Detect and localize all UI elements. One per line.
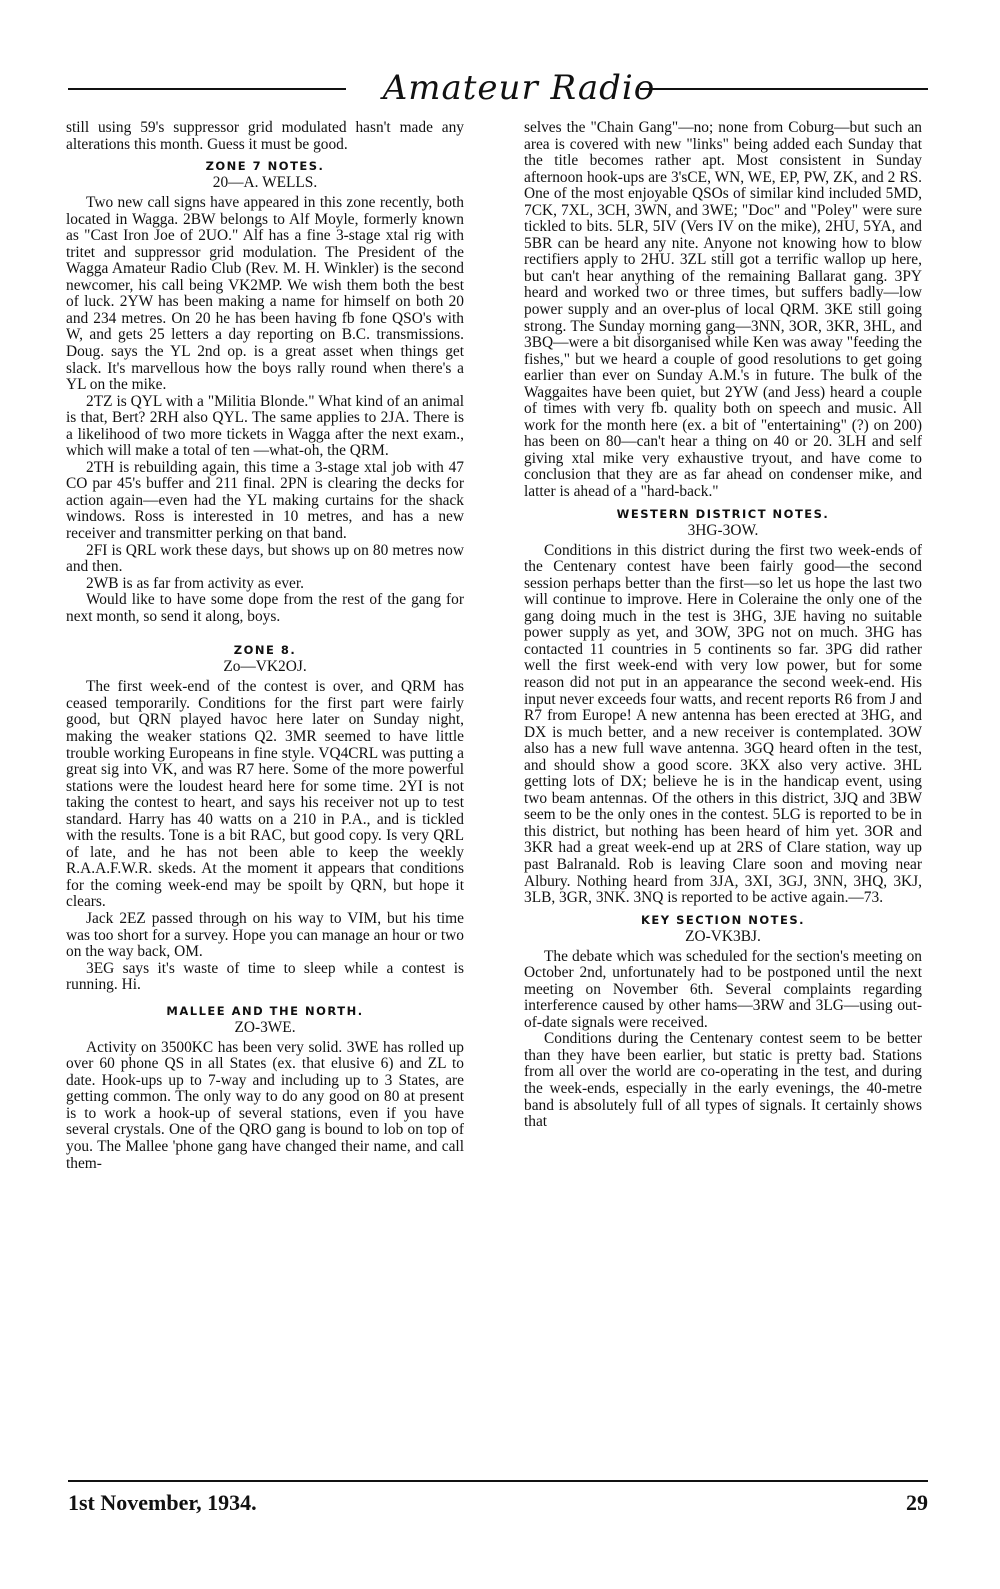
western-paragraph: Conditions in this district during the first two week-ends of the Centenary contest have been fairly good—the second session perhaps better than the first—so let us hope the last two will continue to improve. Here in Coleraine the only one of the gang doing much in the test is 3HG, 3JE having no suitable power supply as yet, and 3OW, 3PG not on much. 3HG has contacted 11 countries in 5 continents so far. 3PG did rather well the first week-end with very low power, but for some reason did not put in an appearance the second week-end. His input never exceeds four watts, and recent reports R6 from J and R7 from Europe! A new antenna has been erected at 3HG, and DX is much better, and a new receiver is contemplated. 3OW also has a new full wave antenna. 3GQ heard often in the test, and should show a good score. 3KX also very active. 3HL getting lots of DX; believe he is in the handicap event, using two beam antennas. Of the others in this district, 3JQ and 3BW seem to be the only ones in the contest. 5LG is reported to be in this district, but nothing has been heard of him yet. 3OR and 3KR had a great week-end up at 2RS of Clare station, way up past Balranald. Rob is leaving Clare soon and moving near Albury. Nothing heard from 3JA, 3XI, 3GJ, 3NN, 3HQ, 3KJ, 3LB, 3GR, 3NK. 3NQ is reported to be active again.—73. [524, 541, 922, 907]
section-author-mallee: ZO-3WE. [234, 1018, 296, 1036]
section-title-zone7: ZONE 7 NOTES. [205, 159, 325, 174]
footer-date: 1st November, 1934. [68, 1490, 257, 1515]
zone7-paragraph: 2FI is QRL work these days, but shows up on 80 metres now and then. [66, 541, 464, 576]
zone7-paragraph: Would like to have some dope from the rest of the gang for next month, so send it along, boys. [66, 591, 464, 625]
continued-paragraph: selves the "Chain Gang"—no; none from Coburg—but such an area is covered with new "links" being added each Sunday that the title becomes rather apt. Most consistent in Sunday afternoon hook-ups are 3'sCE, WN, WE, EP, PW, ZK, and 2 RS. One of the most enjoyable QSOs of similar kind included 5MD, 7CK, 7XL, 3CH, 3WN, and 3WE; "Doc" and "Poley" were sure tickled to bits. 5LR, 5IV (Vers IV on the mike), 2HU, 5YA, and 5BR can be heard any nite. Anyone not knowing how to blow rectifiers apply to 2HU. 3ZL still got a terrific wallop up here, but can't hear anything of the remaining Ballarat gang. 3PY heard and worked two or three times, but suffers badly—low power supply and an over-plus of local QRM. 3KE still going strong. The Sunday morning gang—3NN, 3OR, 3KR, 3HL, and 3BQ—were a bit disorganised while Ken was away "feeding the fishes," but we heard a couple of good resolutions to get going earlier than ever on Sunday A.M.'s in future. The bulk of the Waggaites have been quiet, but 2YW (and Jess) heard a couple of times with very fb. quality both on speech and music. All work for the month here (ex. a bit of "entertaining" (?) on 200) has been on 80—can't hear a thing on 40 or 20. 3LH and self giving xtal mike very exhaustive tryout, and have come to conclusion that they are as far ahead on condenser mike, and latter is ahead of a "hard-back." [524, 119, 922, 501]
section-title-western: WESTERN DISTRICT NOTES. [616, 506, 830, 521]
footer-rule [68, 1480, 928, 1482]
zone8-paragraph: The first week-end of the contest is over, and QRM has ceased temporarily. Conditions for the first part were fairly good, but QRN played havoc here later on Sunday night, making the weaker stations Q2. 3MR seemed to have little trouble working Europeans in fine style. VQ4CRL was putting a great sig into VK, and was R7 here. Some of the more powerful stations were the loudest heard here for some time. 2YI is not taking the contest to heart, and says his receiver not up to test standard. Harry has 40 watts on a 210 in P.A., and is tickled with the results. Tone is a bit RAC, but good copy. Is very QRL of late, and he has not been able to keep the weekly R.A.A.F.W.R. skeds. At the moment it appears that conditions for the coming week-end may be spoilt by QRN, but hope it clears. [66, 678, 464, 911]
zone7-paragraph: 2TH is rebuilding again, this time a 3-stage xtal job with 47 CO par 45's buffer and 211 final. 2PN is clearing the decks for action again—even had the YL making curtains for the shack windows. Ross is interested in 10 metres, and has a new receiver and transmitter perking on that band. [66, 458, 464, 543]
section-title-zone8: ZONE 8. [233, 643, 297, 658]
zone7-paragraph: 2TZ is QYL with a "Militia Blonde." What kind of an animal is that, Bert? 2RH also QYL. The same applies to 2JA. There is a likelihood of two more tickets in Wagga after the next exam., which will make a total of ten —what-oh, the QRM. [66, 392, 464, 460]
section-author-zone8: Zo—VK2OJ. [223, 658, 307, 676]
key-paragraph: Conditions during the Centenary contest seem to be better than they have been earlier, but static is pretty bad. Stations from all over the world are co-operating in the test, and during the week-ends, especially in the early evenings, the 40-metre band is absolutely full of all types of signals. It certainly shows that [524, 1030, 922, 1131]
right-column [524, 120, 922, 1131]
intro-paragraph: still using 59's suppressor grid modulated hasn't made any alterations this month. Guess it must be good. [66, 119, 464, 153]
section-title-key: KEY SECTION NOTES. [641, 912, 805, 927]
masthead-title: Amateur Radio [382, 68, 656, 108]
section-author-zone7: 20—A. WELLS. [212, 174, 318, 192]
section-author-western: 3HG-3OW. [687, 521, 759, 539]
section-author-key: ZO-VK3BJ. [685, 927, 761, 945]
masthead-rule-left [68, 88, 346, 90]
key-paragraph: The debate which was scheduled for the section's meeting on October 2nd, unfortunately had to be postponed until the next meeting on November 6th. Several complaints regarding interference caused by other hams—3RW and 3LG—using out-of-date signals were received. [524, 947, 922, 1031]
page-number: 29 [906, 1490, 928, 1515]
zone7-paragraph: 2WB is as far from activity as ever. [86, 574, 304, 592]
zone8-paragraph: 3EG says it's waste of time to sleep while a contest is running. Hi. [66, 959, 464, 994]
mallee-paragraph: Activity on 3500KC has been very solid. 3WE has rolled up over 60 phone QS in all States (ex. that elusive 6) and ZL to date. Hook-ups up to 7-way and including up to 3 States, are getting common. The only way to do any good on 80 at present is to work a hook-up of several stations, even if you have several crystals. One of the QRO gang is bound to lob on top of you. The Mallee 'phone gang have changed their name, and call them- [66, 1038, 464, 1172]
section-title-mallee: MALLEE AND THE NORTH. [166, 1003, 364, 1018]
left-column [66, 120, 464, 1172]
zone8-paragraph: Jack 2EZ passed through on his way to VIM, but his time was too short for a survey. Hope you can manage an hour or two on the way back, OM. [66, 909, 464, 961]
zone7-paragraph: Two new call signs have appeared in this zone recently, both located in Wagga. 2BW belongs to Alf Moyle, formerly known as "Cast Iron Joe of 2UO." Alf has a fine 3-stage xtal rig with tritet and suppressor grid modulation. The President of the Wagga Amateur Radio Club (Rev. M. H. Winkler) is the second newcomer, his call being VK2MP. We wish them both the best of luck. 2YW has been making a name for himself on both 20 and 234 metres. On 20 he has been having fb fone QSO's with W, and gets 25 letters a day reporting on B.C. transmissions. Doug. says the YL 2nd op. is a great asset when things get slack. It's marvellous how the boys rally round when there's a YL on the mike. [66, 194, 464, 394]
masthead-rule-right [640, 88, 928, 90]
masthead [68, 68, 928, 112]
